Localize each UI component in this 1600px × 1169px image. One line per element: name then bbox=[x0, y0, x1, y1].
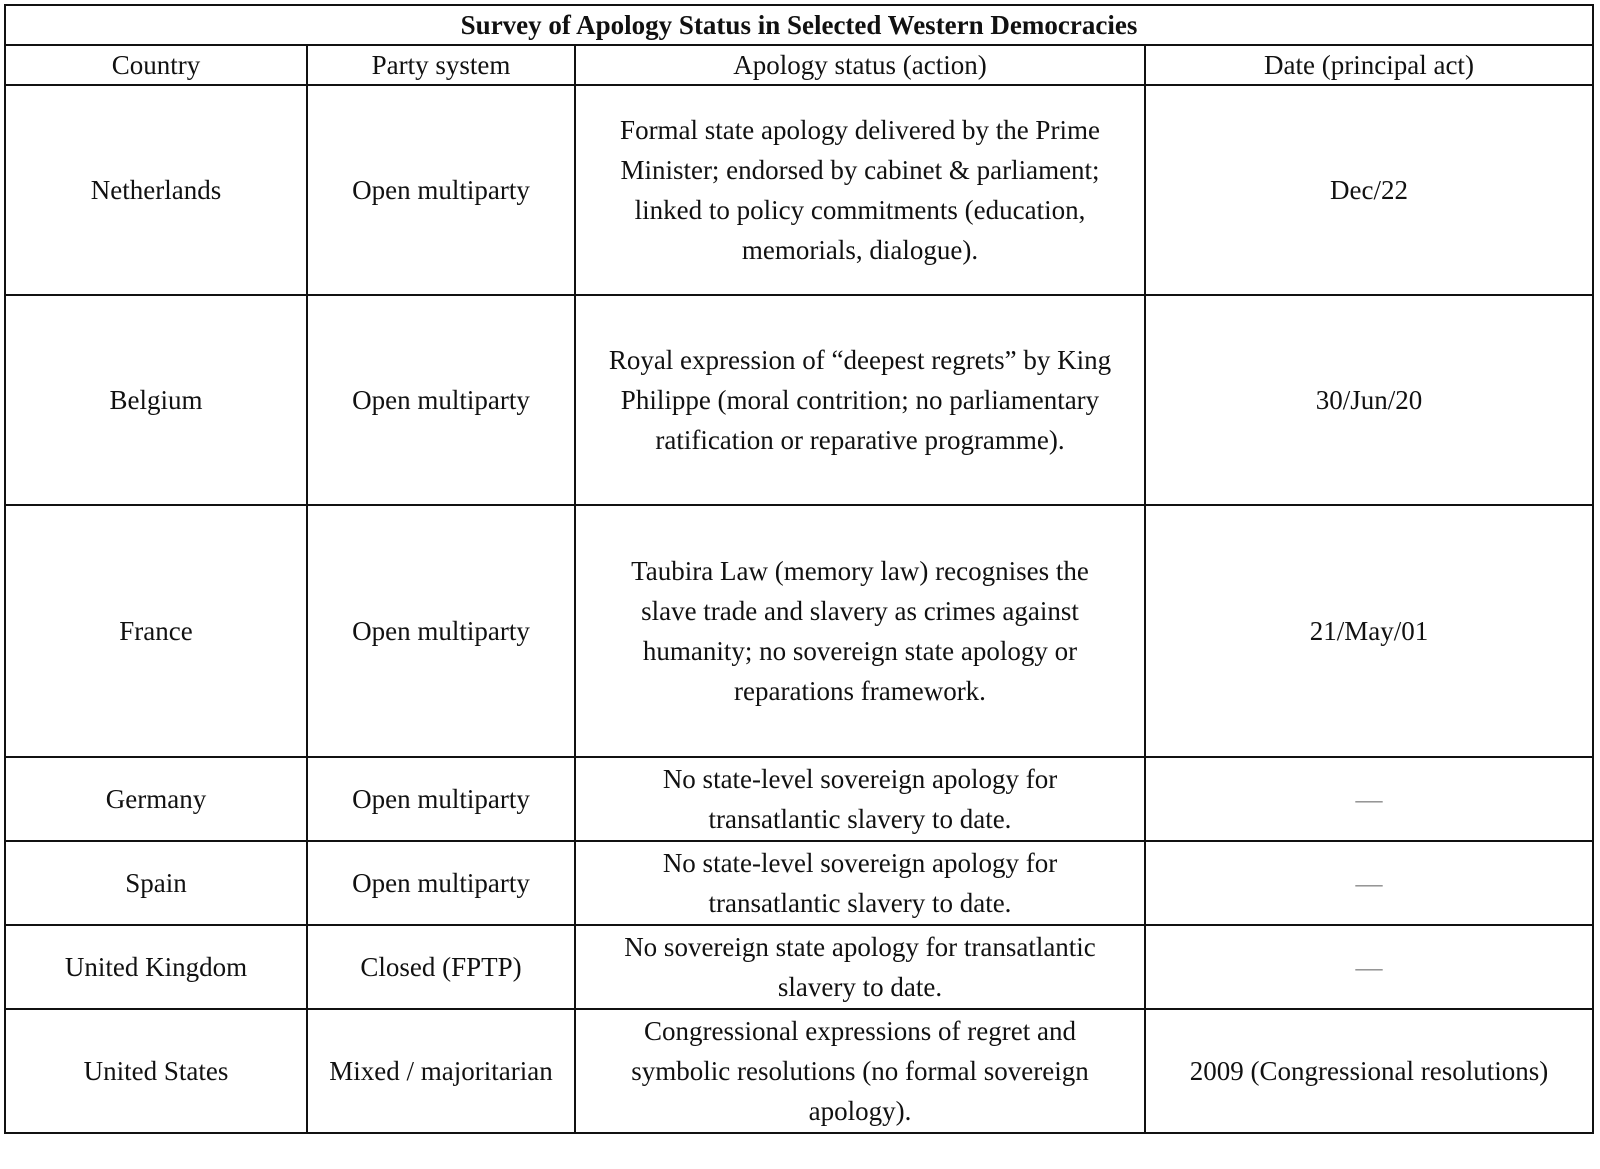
header-party-system: Party system bbox=[307, 45, 575, 85]
date-cell: — bbox=[1145, 925, 1593, 1009]
party-system-cell: Open multiparty bbox=[307, 295, 575, 505]
table-title: Survey of Apology Status in Selected Western Democracies bbox=[5, 5, 1593, 45]
country-cell: Belgium bbox=[5, 295, 307, 505]
apology-status-cell bbox=[575, 925, 1145, 1009]
table-row bbox=[5, 841, 1593, 925]
header-date: Date (principal act) bbox=[1145, 45, 1593, 85]
apology-status-cell bbox=[575, 757, 1145, 841]
party-system-cell: Open multiparty bbox=[307, 85, 575, 295]
party-system-cell: Mixed / majoritarian bbox=[307, 1009, 575, 1133]
table-row bbox=[5, 925, 1593, 1009]
party-system-cell: Closed (FPTP) bbox=[307, 925, 575, 1009]
apology-status-cell bbox=[575, 85, 1145, 295]
party-system-cell: Open multiparty bbox=[307, 757, 575, 841]
party-system-cell: Open multiparty bbox=[307, 505, 575, 757]
date-cell: 2009 (Congressional resolutions) bbox=[1145, 1009, 1593, 1133]
apology-status-text: No sovereign state apology for transatlantic slavery to date. bbox=[624, 932, 1096, 1002]
country-cell: Spain bbox=[5, 841, 307, 925]
country-cell: Netherlands bbox=[5, 85, 307, 295]
apology-status-text: No state-level sovereign apology for transatlantic slavery to date. bbox=[662, 764, 1058, 834]
apology-status-cell bbox=[575, 1009, 1145, 1133]
apology-status-cell bbox=[575, 295, 1145, 505]
apology-status-text: Formal state apology delivered by the Prime Minister; endorsed by cabinet & parliament; linked to policy commitments (education, memorials, dialogue). bbox=[620, 115, 1100, 265]
table-header-row bbox=[5, 45, 1593, 85]
date-cell: — bbox=[1145, 757, 1593, 841]
country-cell: France bbox=[5, 505, 307, 757]
date-cell: 30/Jun/20 bbox=[1145, 295, 1593, 505]
apology-status-text: Congressional expressions of regret and symbolic resolutions (no formal sovereign apology). bbox=[631, 1016, 1089, 1126]
header-apology-status: Apology status (action) bbox=[575, 45, 1145, 85]
table-row bbox=[5, 295, 1593, 505]
country-cell: United States bbox=[5, 1009, 307, 1133]
header-country: Country bbox=[5, 45, 307, 85]
date-cell: — bbox=[1145, 841, 1593, 925]
country-cell: United Kingdom bbox=[5, 925, 307, 1009]
apology-status-cell bbox=[575, 841, 1145, 925]
table-row bbox=[5, 757, 1593, 841]
apology-status-text: Taubira Law (memory law) recognises the slave trade and slavery as crimes against humanity; no sovereign state apology or reparations framework. bbox=[631, 556, 1089, 706]
date-cell: Dec/22 bbox=[1145, 85, 1593, 295]
date-cell: 21/May/01 bbox=[1145, 505, 1593, 757]
table-title-row bbox=[5, 5, 1593, 45]
table-row bbox=[5, 505, 1593, 757]
apology-status-text: Royal expression of “deepest regrets” by King Philippe (moral contrition; no parliamentary ratification or reparative programme). bbox=[608, 345, 1112, 455]
survey-table bbox=[4, 4, 1594, 1134]
table-row bbox=[5, 1009, 1593, 1133]
survey-table-container bbox=[4, 4, 1594, 1134]
party-system-cell: Open multiparty bbox=[307, 841, 575, 925]
table-row bbox=[5, 85, 1593, 295]
country-cell: Germany bbox=[5, 757, 307, 841]
apology-status-cell bbox=[575, 505, 1145, 757]
apology-status-text: No state-level sovereign apology for transatlantic slavery to date. bbox=[662, 848, 1058, 918]
